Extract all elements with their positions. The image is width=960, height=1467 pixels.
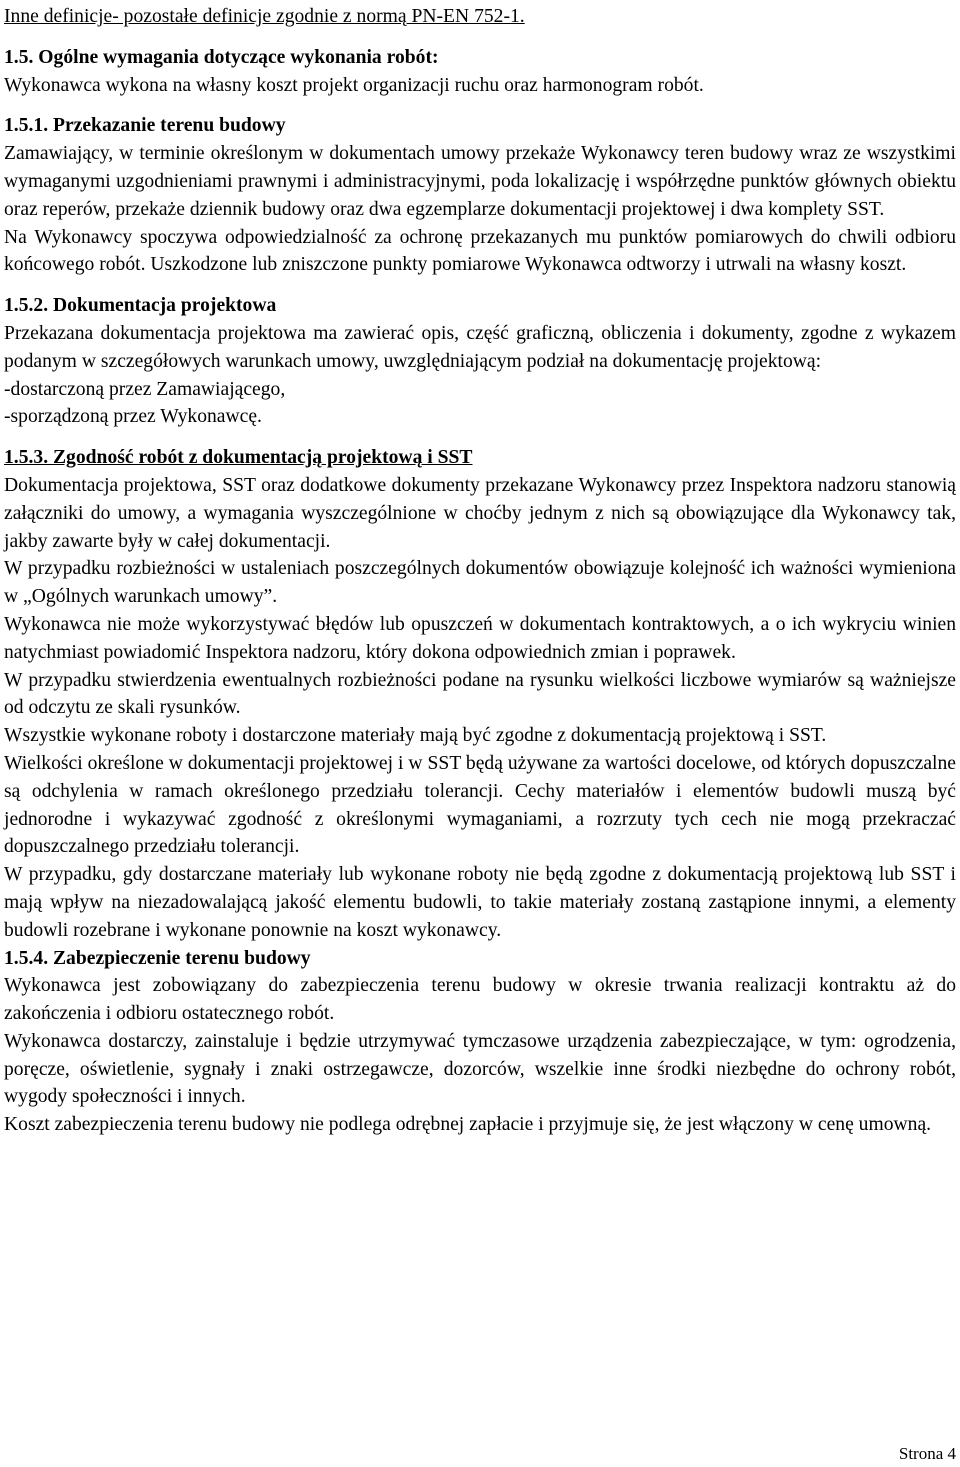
heading-1-5: 1.5. Ogólne wymagania dotyczące wykonania robót: xyxy=(4,46,439,68)
paragraph-1-5-1-b: Na Wykonawcy spoczywa odpowiedzialność za ochronę przekazanych mu punktów pomiarowych do chwili odbioru końcowego robót. Uszkodzone lub zniszczone punkty pomiarowe Wykonawca odtworzy i utrwali na własny koszt. xyxy=(4,226,956,276)
heading-1-5-3: 1.5.3. Zgodność robót z dokumentacją projektową i SST xyxy=(4,447,473,469)
paragraph-1-5-1-a: Zamawiający, w terminie określonym w dokumentach umowy przekaże Wykonawcy teren budowy wraz ze wszystkimi wymaganymi uzgodnieniami prawnymi i administracyjnymi, poda lokalizację i współrzędne punktów głównych obiektu oraz reperów, przekaże dziennik budowy oraz dwa egzemplarze dokumentacji projektowej i dwa komplety SST. xyxy=(4,143,956,220)
paragraph-1-5-3-g: W przypadku, gdy dostarczane materiały lub wykonane roboty nie będą zgodne z dokumentacją projektową lub SST i mają wpływ na niezadowalającą jakość elementu budowli, to takie materiały zostaną zastąpione innymi, a elementy budowli rozebrane i wykonane ponownie na koszt wykonawcy. xyxy=(4,864,956,941)
paragraph-1-5-3-c: Wykonawca nie może wykorzystywać błędów lub opuszczeń w dokumentach kontraktowych, a o ich wykryciu winien natychmiast powiadomić Inspektora nadzoru, który dokona odpowiednich zmian i poprawek. xyxy=(4,613,956,663)
paragraph-1-5-2-a: Przekazana dokumentacja projektowa ma zawierać opis, część graficzną, obliczenia i dokumenty, zgodne z wykazem podanym w szczegółowych warunkach umowy, uwzględniającym podział na dokumentację projektową: xyxy=(4,322,956,372)
paragraph-1-5-3-e: Wszystkie wykonane roboty i dostarczone materiały mają być zgodne z dokumentacją projektową i SST. xyxy=(4,725,827,747)
paragraph-1-5-3-d: W przypadku stwierdzenia ewentualnych rozbieżności podane na rysunku wielkości liczbowe wymiarów są ważniejsze od odczytu ze skali rysunków. xyxy=(4,669,956,719)
paragraph-1-5-3-b: W przypadku rozbieżności w ustaleniach poszczególnych dokumentów obowiązuje kolejność ich ważności wymieniona w „Ogólnych warunkach umowy”. xyxy=(4,558,956,608)
document-page xyxy=(4,3,956,1139)
paragraph-1-5: Wykonawca wykona na własny koszt projekt organizacji ruchu oraz harmonogram robót. xyxy=(4,74,704,96)
intro-text: Inne definicje- pozostałe definicje zgodnie z normą PN-EN 752-1. xyxy=(4,6,525,27)
paragraph-1-5-3-f: Wielkości określone w dokumentacji projektowej i w SST będą używane za wartości docelowe, od których dopuszczalne są odchylenia w ramach określonego przedziału tolerancji. Cechy materiałów i elementów budowli muszą być jednorodne i wykazywać zgodność z określonymi wymaganiami, a rozrzuty tych cech nie mogą przekraczać dopuszczalnego przedziału tolerancji. xyxy=(4,752,956,858)
heading-1-5-1: 1.5.1. Przekazanie terenu budowy xyxy=(4,115,286,137)
paragraph-1-5-3-a: Dokumentacja projektowa, SST oraz dodatkowe dokumenty przekazane Wykonawcy przez Inspektora nadzoru stanowią załączniki do umowy, a wymagania wyszczególnione w choćby jednym z nich są obowiązujące dla Wykonawcy tak, jakby zawarte były w całej dokumentacji. xyxy=(4,474,956,552)
list-item-1-5-2-b: -sporządzoną przez Wykonawcę. xyxy=(4,406,262,428)
paragraph-1-5-4-c: Koszt zabezpieczenia terenu budowy nie podlega odrębnej zapłacie i przyjmuje się, że jest włączony w cenę umowną. xyxy=(4,1114,932,1136)
list-item-1-5-2-a: -dostarczoną przez Zamawiającego, xyxy=(4,378,286,400)
page-number: Strona 4 xyxy=(898,1444,956,1463)
paragraph-1-5-4-a: Wykonawca jest zobowiązany do zabezpieczenia terenu budowy w okresie trwania realizacji kontraktu aż do zakończenia i odbioru ostatecznego robót. xyxy=(4,975,956,1025)
paragraph-1-5-4-b: Wykonawca dostarczy, zainstaluje i będzie utrzymywać tymczasowe urządzenia zabezpieczające, w tym: ogrodzenia, poręcze, oświetlenie, sygnały i znaki ostrzegawcze, dozorców, wszelkie inne środki niezbędne do ochrony robót, wygody społeczności i innych. xyxy=(4,1030,956,1108)
heading-1-5-2: 1.5.2. Dokumentacja projektowa xyxy=(4,295,277,317)
heading-1-5-4: 1.5.4. Zabezpieczenie terenu budowy xyxy=(4,947,311,969)
